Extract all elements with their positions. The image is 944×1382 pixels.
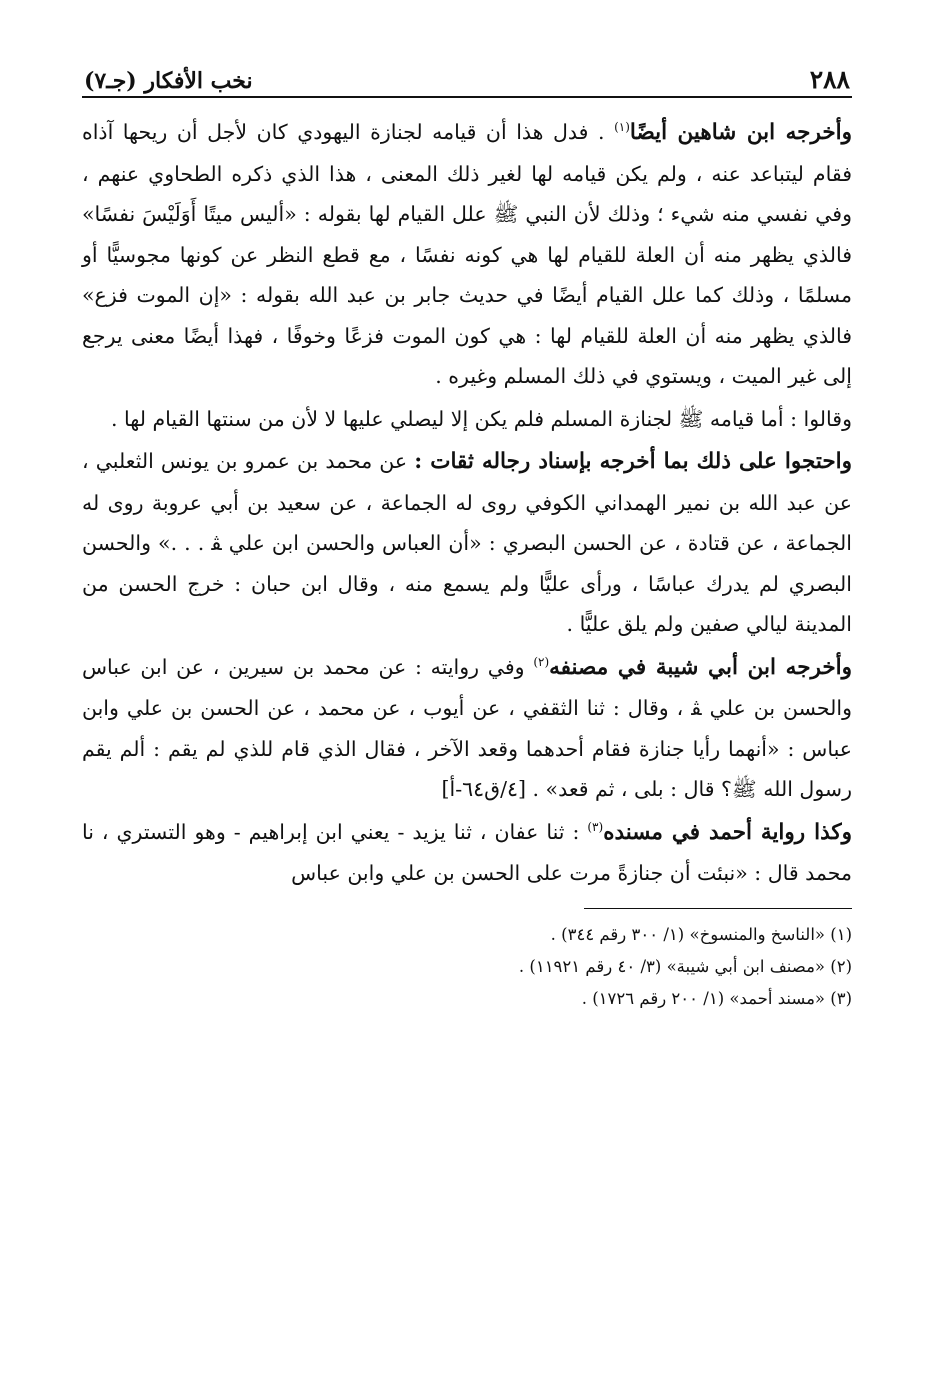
- paragraph-text: وقالوا : أما قيامه ﷺ لجنازة المسلم فلم يكن إلا ليصلي عليها لا لأن من سنتها القيام لها .: [110, 406, 852, 431]
- paragraph-lead: وأخرجه ابن شاهين أيضًا: [629, 120, 852, 145]
- book-title: نخب الأفكار (جـ٧): [84, 68, 253, 94]
- running-header: [82, 56, 852, 98]
- book-page: [82, 56, 852, 1346]
- paragraph-text: عن محمد بن عمرو بن يونس الثعلبي ، عن عبد الله بن نمير الهمداني الكوفي روى له الجماعة ، عن سعيد بن أبي عروبة روى له الجماعة ، عن قتادة ، عن الحسن البصري : «أن العباس والحسن ابن علي ﭭ . . .» والحسن البصري لم يدرك عباسًا ، ورأى عليًّا ولم يسمع منه ، وقال ابن حبان : خرج الحسن من المدينة ليالي صفين ولم يلق عليًّا .: [82, 449, 852, 636]
- footnote-2: (٢) «مصنف ابن أبي شيبة» (٣/ ٤٠ رقم ١١٩٢١) .: [518, 956, 852, 976]
- main-text: [82, 112, 852, 894]
- paragraph-lead: وكذا رواية أحمد في مسنده: [603, 819, 852, 845]
- footnote-3: (٣) «مسند أحمد» (١/ ٢٠٠ رقم ١٧٢٦) .: [581, 988, 852, 1008]
- footnotes: [82, 919, 852, 1015]
- footnote-divider: [584, 908, 852, 909]
- footnote-ref: (٣): [587, 819, 604, 834]
- paragraph-5: [82, 812, 852, 894]
- paragraph-lead: واحتجوا على ذلك بما أخرجه بإسناد رجاله ثقات :: [414, 449, 852, 474]
- paragraph-text: . فدل هذا أن قيامه لجنازة اليهودي كان لأجل أن ريحها آذاه فقام ليتباعد عنه ، ولم يكن قيامه لها لغير ذلك المعنى ، هذا الذي ذكره الطحاوي عنهم ، وفي نفسي منه شيء ؛ وذلك لأن النبي ﷺ علل القيام لها بقوله : «أليس ميتًا أَوَلَيْسَ نفسًا» فالذي يظهر منه أن العلة للقيام لها هي كونه نفسًا ، مع قطع النظر عن كونها مجوسيًّا أو مسلمًا ، وذلك كما علل القيام أيضًا في حديث جابر بن عبد الله بقوله : «إن الموت فزع» فالذي يظهر منه أن العلة للقيام لها : هي كون الموت فزعًا وخوفًا ، فهذا أيضًا معنى يرجع إلى غير الميت ، ويستوي في ذلك المسلم وغيره .: [82, 120, 852, 388]
- paragraph-text: وفي روايته : عن محمد بن سيرين ، عن ابن عباس والحسن بن علي ﭭ ، وقال : ثنا الثقفي ، عن أيوب ، عن محمد ، عن الحسن بن علي وابن عباس : «أنهما رأيا جنازة فقام أحدهما وقعد الآخر ، فقال الذي قام للذي لم يقم : ألم يقم رسول الله ﷺ؟ قال : بلى ، ثم قعد» . [٤/ق٦٤-أ]: [82, 654, 852, 801]
- paragraph-1: [82, 112, 852, 397]
- footnote-ref: (٢): [533, 654, 550, 669]
- footnote-1: (١) «الناسخ والمنسوخ» (١/ ٣٠٠ رقم ٣٤٤) .: [550, 924, 852, 944]
- paragraph-3: [82, 441, 852, 645]
- page-number: ٢٨٨: [809, 65, 850, 94]
- paragraph-2: [82, 399, 852, 440]
- paragraph-lead: وأخرجه ابن أبي شيبة في مصنفه: [549, 654, 852, 680]
- footnote-ref: (١): [614, 120, 630, 135]
- paragraph-4: [82, 647, 852, 810]
- paragraph-text: : ثنا عفان ، ثنا يزيد - يعني ابن إبراهيم - وهو التستري ، نا محمد قال : «نبئت أن جنازةً مرت على الحسن بن علي وابن عباس: [82, 819, 852, 885]
